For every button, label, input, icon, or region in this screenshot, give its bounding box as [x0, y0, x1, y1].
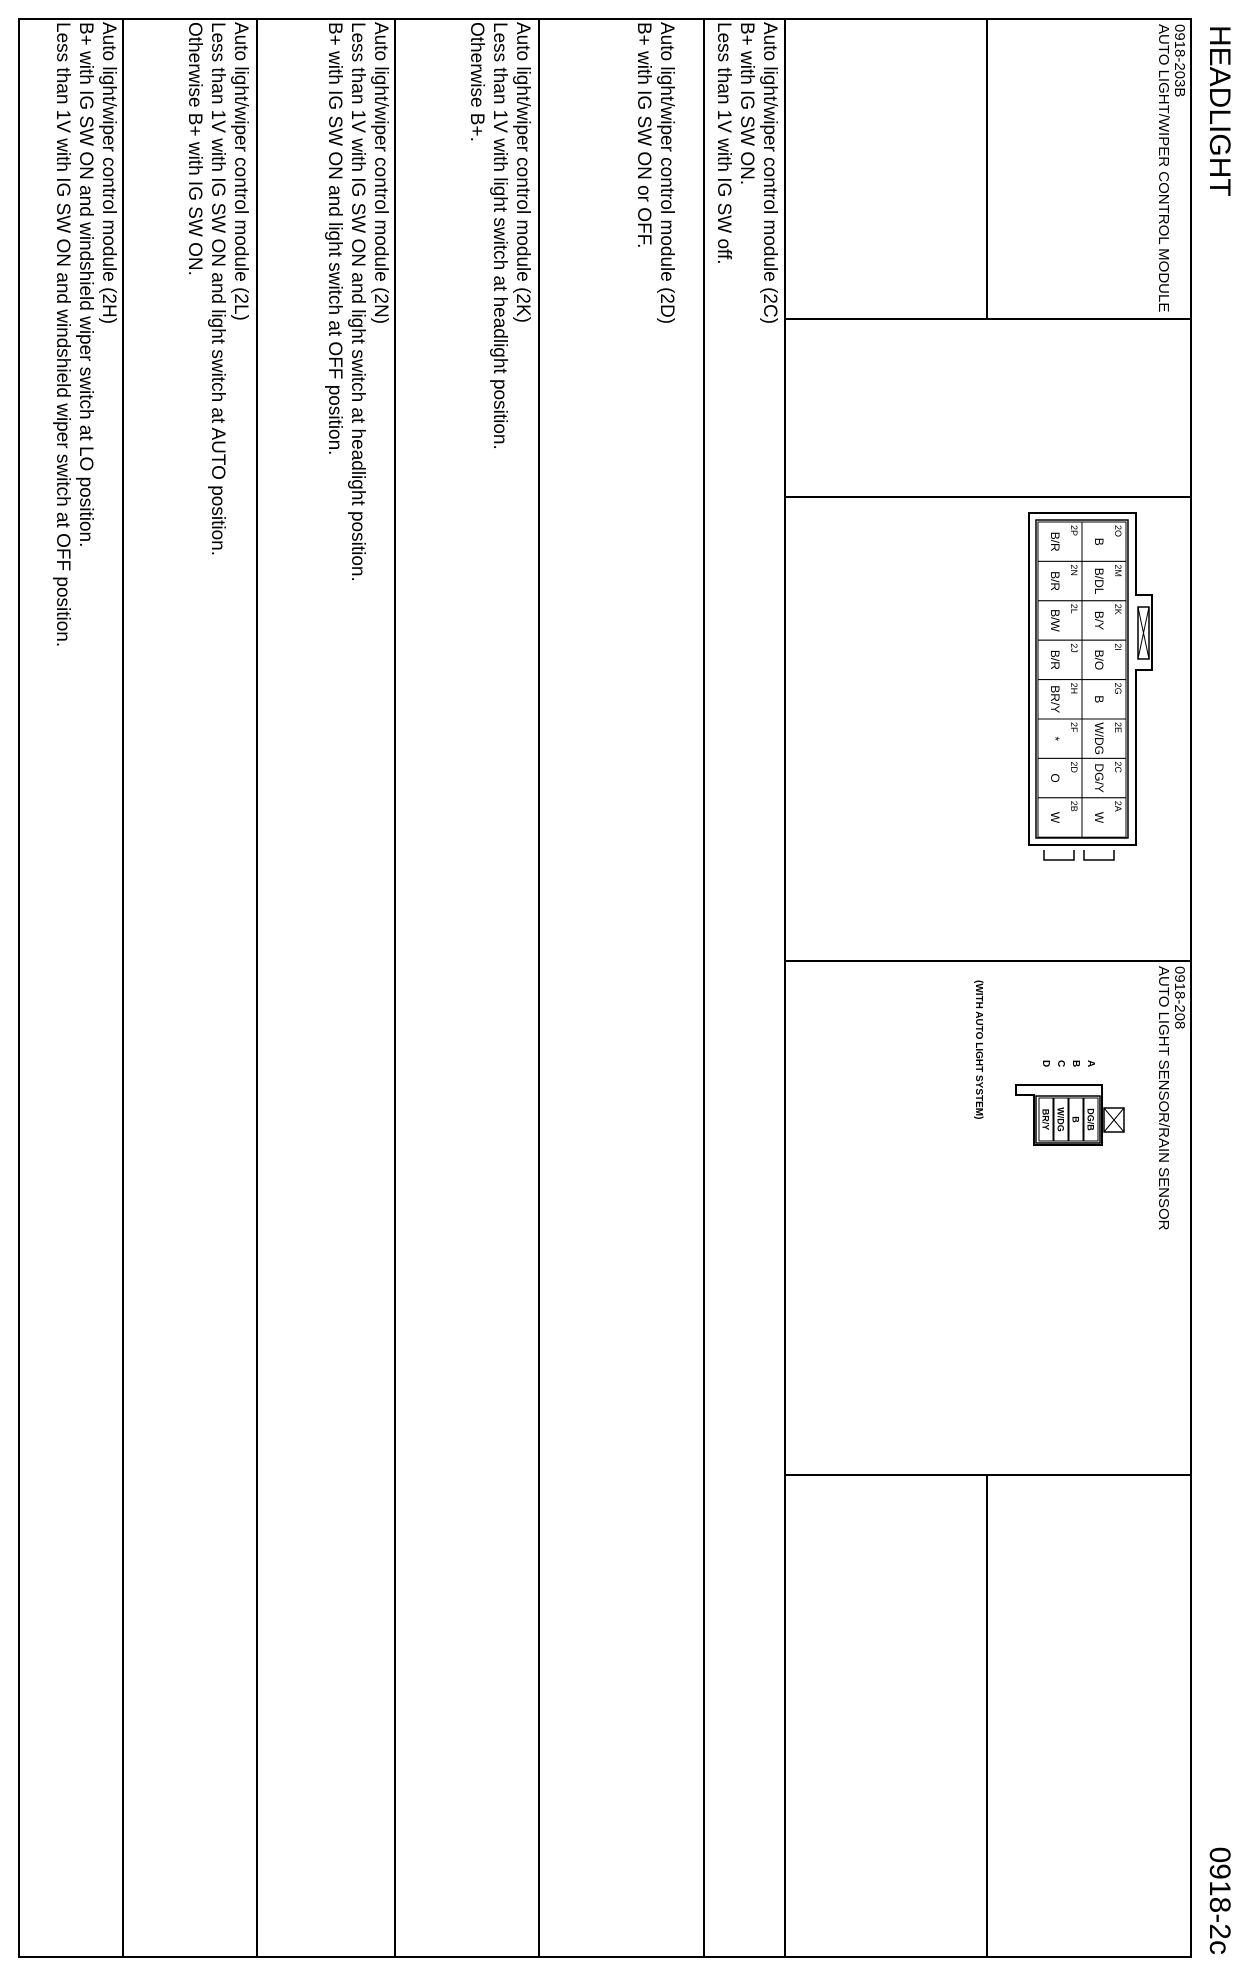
pin-wire-color: B/R [1048, 531, 1062, 552]
pin-number: 2O [1113, 525, 1123, 538]
pin-number: 2A [1113, 800, 1123, 812]
pin-wire-color: B/W [1048, 609, 1062, 632]
pin-wire-color: W [1092, 811, 1106, 824]
pin-number: 2B [1069, 800, 1079, 812]
pin-wire-color: W/DG [1092, 722, 1106, 756]
row-divider [703, 18, 705, 1958]
grid-line [786, 960, 1192, 962]
description-line: Auto light/wiper control module (2K) [512, 22, 533, 323]
description-line: Less than 1V with IG SW ON and windshield wiper switch at OFF position. [52, 22, 73, 648]
row-divider [122, 18, 124, 1958]
description-line: Auto light/wiper control module (2C) [759, 22, 780, 325]
pin-number: 2C [1113, 761, 1123, 773]
pin-wire-color: B/Y [1092, 610, 1106, 631]
description-line: Auto light/wiper control module (2H) [98, 22, 119, 325]
pin-wire-color: DG/Y [1092, 763, 1106, 793]
pin-cell [1082, 798, 1126, 837]
pin-number: 2D [1069, 761, 1079, 773]
pin-letter: A [1085, 1060, 1096, 1068]
pin-cell [1038, 798, 1082, 837]
pin-number: 2E [1113, 722, 1123, 734]
connector-name: AUTO LIGHT/WIPER CONTROL MODULE [1155, 24, 1172, 313]
pin-cell [1038, 561, 1082, 600]
pin-number: 2J [1069, 643, 1079, 653]
description-block [323, 22, 392, 582]
pin-cell [1039, 1060, 1053, 1141]
pin-number: 2H [1069, 682, 1079, 695]
pin-cell [1038, 640, 1082, 679]
description-line: B+ with IG SW ON and windshield wiper switch at LO position. [75, 22, 96, 548]
pin-cell [1082, 561, 1126, 600]
description-line: B+ with IG SW ON or OFF. [633, 22, 654, 249]
connector-band-divider [784, 18, 786, 1958]
pin-cell [1038, 719, 1082, 758]
pin-number: 2K [1113, 603, 1123, 615]
pin-cell [1069, 1060, 1083, 1141]
pin-cell [1082, 601, 1126, 640]
page-code: 0918-2c [1203, 1846, 1236, 1955]
description-line: B+ with IG SW ON. [736, 22, 757, 186]
description-line: B+ with IG SW ON and light switch at OFF position. [324, 22, 345, 456]
grid-line [786, 1474, 1192, 1476]
grid-line [986, 18, 988, 318]
pin-wire-color: B [1092, 537, 1106, 546]
pin-cell [1082, 758, 1126, 797]
pin-letter: C [1055, 1060, 1066, 1068]
pin-cell [1038, 680, 1082, 719]
grid-line [786, 318, 1192, 320]
pin-wire-color: * [1048, 736, 1062, 742]
pin-wire-color: B/DL [1092, 567, 1106, 595]
description-line: Auto light/wiper control module (2D) [656, 22, 677, 325]
pin-cell [1082, 680, 1126, 719]
description-block [51, 22, 120, 647]
description-line: Less than 1V with IG SW ON and light switch at AUTO position. [207, 22, 228, 556]
pin-number: 2L [1069, 603, 1079, 614]
pin-wire-color: BR/Y [1040, 1108, 1051, 1131]
page-title: HEADLIGHT [1203, 25, 1236, 197]
pin-number: 2I [1113, 643, 1123, 651]
pin-cell [1084, 1060, 1098, 1141]
description-line: Less than 1V with IG SW off. [713, 22, 734, 265]
pin-number: 2P [1069, 525, 1079, 537]
pin-cell [1054, 1060, 1068, 1141]
connector-code: 0918-203B [1171, 24, 1188, 98]
pin-cell [1082, 522, 1126, 561]
connector-name: AUTO LIGHT SENSOR/RAIN SENSOR [1155, 966, 1172, 1231]
pin-wire-color: DG/B [1085, 1108, 1096, 1131]
pin-cell [1082, 719, 1126, 758]
pin-cell [1082, 640, 1126, 679]
pin-letter: D [1040, 1060, 1051, 1068]
pin-wire-color: BR/Y [1048, 685, 1062, 714]
row-divider [538, 18, 540, 1958]
row-divider [394, 18, 396, 1958]
pin-number: 2N [1069, 564, 1079, 576]
connector-code: 0918-208 [1171, 966, 1188, 1030]
pin-wire-color: B/O [1092, 649, 1106, 671]
pin-wire-color: W [1048, 811, 1062, 824]
pin-number: 2G [1113, 682, 1123, 695]
pin-cell [1038, 522, 1082, 561]
pin-wire-color: B/R [1048, 649, 1062, 670]
grid-line [986, 1474, 988, 1958]
pin-wire-color: B [1092, 695, 1106, 704]
description-line: Otherwise B+ with IG SW ON. [184, 22, 205, 276]
pin-wire-color: O [1048, 773, 1062, 783]
control-module-connector [994, 495, 1154, 875]
sensor-connector [1004, 1050, 1134, 1160]
row-divider [256, 18, 258, 1958]
description-line: Auto light/wiper control module (2N) [370, 22, 391, 325]
sensor-note: (WITH AUTO LIGHT SYSTEM) [973, 980, 984, 1120]
description-line: Otherwise B+. [466, 22, 487, 142]
description-block [465, 22, 534, 450]
pin-wire-color: B/R [1048, 571, 1062, 592]
description-line: Less than 1V with light switch at headlight position. [489, 22, 510, 450]
description-line: Auto light/wiper control module (2L) [230, 22, 251, 321]
description-block [183, 22, 252, 556]
pin-letter: B [1070, 1060, 1081, 1068]
description-block [712, 22, 781, 324]
description-line: Less than 1V with IG SW ON and light switch at headlight position. [347, 22, 368, 582]
pin-cell [1038, 601, 1082, 640]
pin-number: 2M [1113, 564, 1123, 577]
pin-cell [1038, 758, 1082, 797]
description-block [632, 22, 678, 324]
pin-number: 2F [1069, 722, 1079, 733]
pin-wire-color: B [1070, 1116, 1081, 1123]
pin-wire-color: W/DG [1055, 1107, 1066, 1132]
